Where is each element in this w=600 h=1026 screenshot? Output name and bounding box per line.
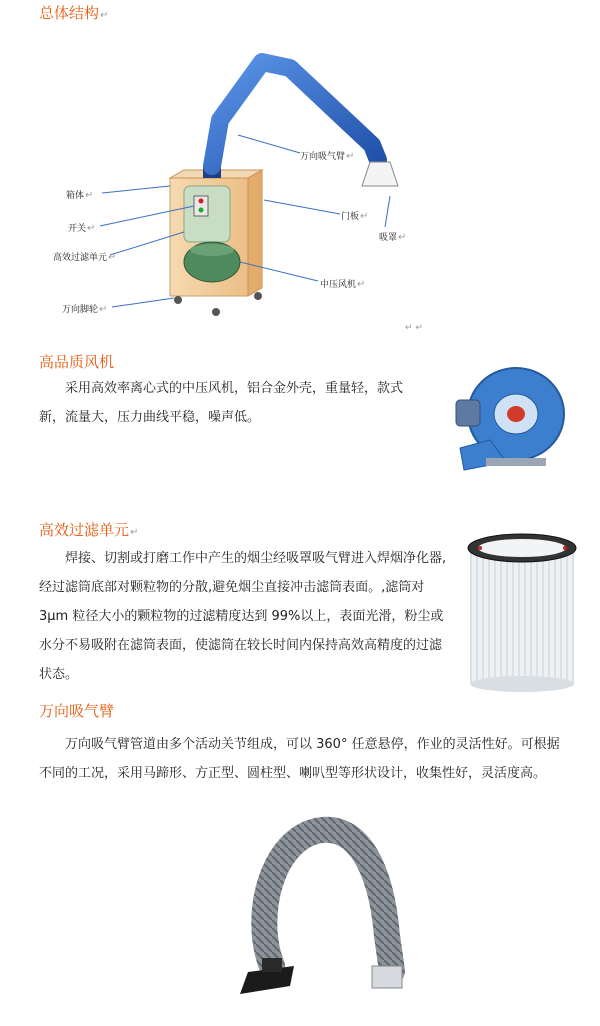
label-hood: 吸罩↵ [379,232,407,243]
section-title-overview: 总体结构↵ [39,4,109,22]
section-title-arm: 万向吸气臂 [39,702,115,720]
arm-image [232,816,412,1001]
label-door: 门板↵ [341,211,369,222]
paragraph-mark: ↵ [100,10,109,21]
label-box: 箱体↵ [66,190,94,201]
section-title-filter: 高效过滤单元↵ [39,521,139,539]
label-arm: 万向吸气臂↵ [300,151,355,162]
stray-marks: ↵ ↵ [405,323,423,333]
label-filter-unit: 高效过滤单元↵ [53,252,117,263]
cabinet-side [248,170,262,296]
label-caster: 万向脚轮↵ [62,304,108,315]
label-switch: 开关↵ [68,223,96,234]
section-title-fan: 高品质风机 [39,353,115,371]
structure-diagram [0,0,600,345]
arm-description: 万向吸气臂管道由多个活动关节组成，可以 360° 任意悬停，作业的灵活性好。可根据不同的工况，采用马蹄形、方正型、圆柱型、喇叭型等形状设计，收集性好，灵活度高。 [39,737,560,781]
fan-description: 采用高效率离心式的中压风机，铝合金外壳，重量轻，款式新，流量大，压力曲线平稳，噪声低。 [39,381,404,425]
hood [362,162,398,186]
filter-cartridge-image [462,526,582,696]
filter-description: 焊接、切割或打磨工作中产生的烟尘经吸罩吸气臂进入焊烟净化器,经过滤筒底部对颗粒物的分散,避免烟尘直接冲击滤筒表面。,滤筒对 3μm 粒径大小的颗粒物的过滤精度达到 99%以上，表面光滑，粉尘或水分不易吸附在滤筒表面，使滤筒在较长时间内保持高效高精度的过滤状态。 [39,551,447,682]
label-fan: 中压风机↵ [320,279,366,290]
fan-image [446,358,576,483]
